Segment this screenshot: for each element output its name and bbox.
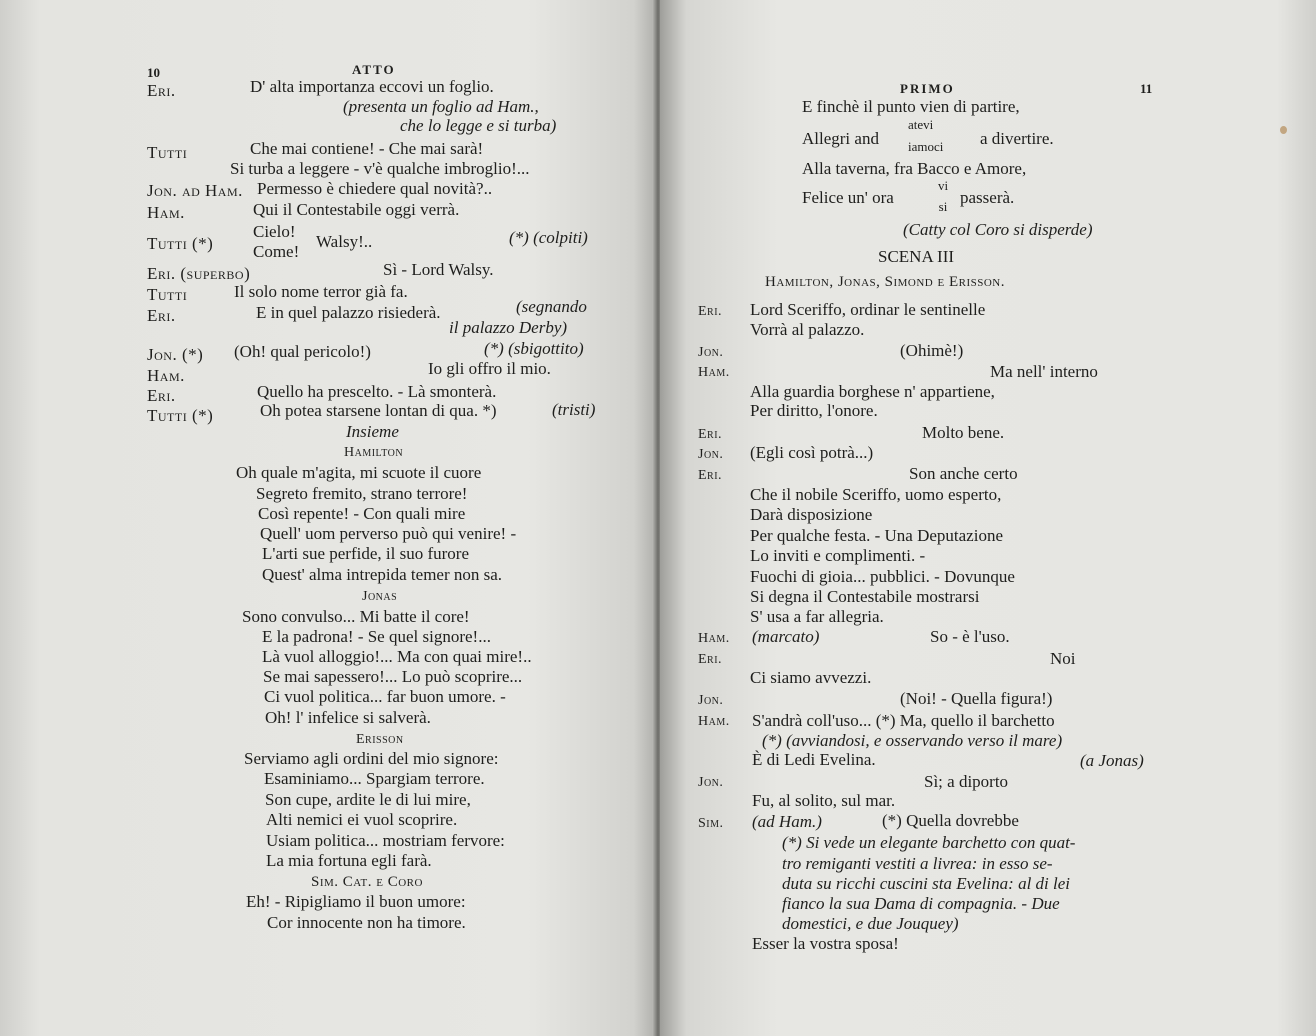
footnote-line: duta su ricchi cuscini sta Evelina: al di lei xyxy=(782,874,1071,893)
verse-line: Che il nobile Sceriffo, uomo esperto, xyxy=(750,485,1002,504)
verse-line: Quello ha prescelto. - Là smonterà. xyxy=(257,382,497,401)
verse-line: Alti nemici ei vuol scoprire. xyxy=(266,810,458,829)
verse-line: Lord Sceriffo, ordinar le sentinelle xyxy=(750,300,986,319)
verse-line: Sì - Lord Walsy. xyxy=(383,260,494,279)
speaker: Eri. (superbo) xyxy=(147,264,251,283)
stage-direction: (Catty col Coro si disperde) xyxy=(903,220,1093,239)
speaker: Jon. (*) xyxy=(147,345,204,364)
verse-line: (Oh! qual pericolo!) xyxy=(234,342,371,361)
footnote-line: domestici, e due Jouquey) xyxy=(782,914,959,933)
stage-direction: (segnando xyxy=(516,297,587,316)
running-header: PRIMO xyxy=(900,81,955,96)
verse-line: D' alta importanza eccovi un foglio. xyxy=(250,77,494,96)
speaker: Ham. xyxy=(147,203,185,222)
verse-line: Alla guardia borghese n' appartiene, xyxy=(750,382,995,401)
verse-line: Per diritto, l'onore. xyxy=(750,401,878,420)
verse-line: Eh! - Ripigliamo il buon umore: xyxy=(246,892,466,911)
character-name: Jonas xyxy=(362,589,398,604)
verse-line: Lo inviti e complimenti. - xyxy=(750,546,926,565)
stage-direction: (*) (colpiti) xyxy=(509,228,588,247)
verse-line: L'arti sue perfide, il suo furore xyxy=(262,544,469,563)
verse-line: Il solo nome terror già fa. xyxy=(234,282,408,301)
verse-line: Darà disposizione xyxy=(750,505,873,524)
verse-line: Esaminiamo... Spargiam terrore. xyxy=(264,769,485,788)
speaker: Jon. xyxy=(698,447,724,462)
verse-line: (Noi! - Quella figura!) xyxy=(900,689,1053,708)
verse-line: Segreto fremito, strano terrore! xyxy=(256,484,468,503)
verse-line: E in quel palazzo risiederà. xyxy=(256,303,441,322)
foxing-spot xyxy=(1280,126,1287,134)
stage-direction: (marcato) xyxy=(752,627,820,646)
page-number: 11 xyxy=(1140,81,1153,96)
speaker: Eri. xyxy=(698,427,723,442)
scene-characters: Hamilton, Jonas, Simond e Erisson. xyxy=(765,274,1005,290)
speaker: Sim. xyxy=(698,816,724,831)
stage-direction: (tristi) xyxy=(552,400,596,419)
verse-line: Fuochi di gioia... pubblici. - Dovunque xyxy=(750,567,1015,586)
verse-line: Oh! l' infelice si salverà. xyxy=(265,708,431,727)
stage-direction: il palazzo Derby) xyxy=(449,318,568,337)
verse-line: passerà. xyxy=(960,188,1015,207)
verse-line: Cor innocente non ha timore. xyxy=(267,913,466,932)
stage-direction: che lo legge e si turba) xyxy=(400,116,557,135)
speaker: Ham. xyxy=(698,714,730,729)
verse-line: Vorrà al palazzo. xyxy=(750,320,865,339)
verse-line: Quell' uom perverso può qui venire! - xyxy=(260,524,517,543)
verse-line: Noi xyxy=(1050,649,1076,668)
stage-direction: (*) (sbigottito) xyxy=(484,339,584,358)
verse-line: Così repente! - Con quali mire xyxy=(258,504,466,523)
verse-line: Qui il Contestabile oggi verrà. xyxy=(253,200,460,219)
verse-line: Io gli offro il mio. xyxy=(428,359,551,378)
footnote-line: fianco la sua Dama di compagnia. - Due xyxy=(782,894,1060,913)
verse-line: (Egli così potrà...) xyxy=(750,443,874,462)
verse-line: vi xyxy=(937,178,949,193)
verse-line: Molto bene. xyxy=(922,423,1005,442)
right-page xyxy=(660,0,1316,1036)
verse-line: S' usa a far allegria. xyxy=(750,607,884,626)
speaker: Jon. ad Ham. xyxy=(147,181,243,200)
verse-line: È di Ledi Evelina. xyxy=(752,750,876,769)
verse-line: Sì; a diporto xyxy=(924,772,1009,791)
verse-line: Alla taverna, fra Bacco e Amore, xyxy=(802,159,1027,178)
verse-line: Si turba a leggere - v'è qualche imbroglio!... xyxy=(230,159,530,178)
speaker: Eri. xyxy=(147,81,176,100)
speaker: Jon. xyxy=(698,693,724,708)
verse-line: La mia fortuna egli farà. xyxy=(266,851,432,870)
speaker: Tutti (*) xyxy=(147,406,214,425)
verse-line: (*) Quella dovrebbe xyxy=(882,811,1019,830)
verse-line: Ci siamo avvezzi. xyxy=(750,668,872,687)
verse-line: iamoci xyxy=(908,139,944,154)
verse-line: (Ohimè!) xyxy=(900,341,964,360)
speaker: Jon. xyxy=(698,345,724,360)
verse-line: Oh potea starsene lontan di qua. *) xyxy=(260,401,497,420)
verse-line: Come! xyxy=(253,242,300,261)
verse-line: Sono convulso... Mi batte il core! xyxy=(242,607,470,626)
section-label: Insieme xyxy=(346,422,399,441)
verse-line: Cielo! xyxy=(253,222,296,241)
footnote-line: (*) Si vede un elegante barchetto con quat- xyxy=(782,833,1076,852)
speaker: Eri. xyxy=(147,386,176,405)
speaker: Tutti (*) xyxy=(147,234,214,253)
verse-line: a divertire. xyxy=(980,129,1054,148)
verse-line: Son cupe, ardite le di lui mire, xyxy=(265,790,471,809)
verse-line: S'andrà coll'uso... (*) Ma, quello il barchetto xyxy=(752,711,1055,730)
verse-line: si xyxy=(938,199,948,214)
stage-direction: (presenta un foglio ad Ham., xyxy=(343,97,539,116)
verse-line: Usiam politica... mostriam fervore: xyxy=(266,831,505,850)
character-name: Sim. Cat. e Coro xyxy=(311,874,423,890)
speaker: Tutti xyxy=(147,285,188,304)
character-name: Erisson xyxy=(356,732,404,747)
verse-line: Se mai sapessero!... Lo può scoprire... xyxy=(263,667,523,686)
verse-line: atevi xyxy=(908,117,934,132)
page-number: 10 xyxy=(147,65,160,80)
verse-line: Permesso è chiedere qual novità?.. xyxy=(257,179,493,198)
running-header: ATTO xyxy=(352,62,396,77)
verse-line: Esser la vostra sposa! xyxy=(752,934,899,953)
verse-line: Oh quale m'agita, mi scuote il cuore xyxy=(236,463,482,482)
verse-line: Là vuol alloggio!... Ma con quai mire!.. xyxy=(262,647,532,666)
verse-line: Ci vuol politica... far buon umore. - xyxy=(264,687,506,706)
verse-line: So - è l'uso. xyxy=(930,627,1010,646)
character-name: Hamilton xyxy=(344,445,404,460)
speaker: Ham. xyxy=(698,631,730,646)
speaker: Ham. xyxy=(147,366,185,385)
verse-line: E la padrona! - Se quel signore!... xyxy=(262,627,491,646)
stage-direction: (a Jonas) xyxy=(1080,751,1144,770)
stage-direction: (ad Ham.) xyxy=(752,812,822,831)
speaker: Eri. xyxy=(698,652,723,667)
verse-line: Si degna il Contestabile mostrarsi xyxy=(750,587,980,606)
verse-line: Quest' alma intrepida temer non sa. xyxy=(262,565,503,584)
verse-line: Serviamo agli ordini del mio signore: xyxy=(244,749,499,768)
verse-line: Fu, al solito, sul mar. xyxy=(752,791,896,810)
verse-line: Felice un' ora xyxy=(802,188,894,207)
verse-line: Walsy!.. xyxy=(316,232,373,251)
scene-title: SCENA III xyxy=(878,247,955,266)
verse-line: Per qualche festa. - Una Deputazione xyxy=(750,526,1003,545)
verse-line: E finchè il punto vien di partire, xyxy=(802,97,1020,116)
stage-direction: (*) (avviandosi, e osservando verso il mare) xyxy=(762,731,1063,750)
verse-line: Allegri and xyxy=(802,129,879,148)
speaker: Eri. xyxy=(698,304,723,319)
verse-line: Che mai contiene! - Che mai sarà! xyxy=(250,139,484,158)
speaker: Eri. xyxy=(147,306,176,325)
speaker: Ham. xyxy=(698,365,730,380)
verse-line: Son anche certo xyxy=(909,464,1018,483)
speaker: Tutti xyxy=(147,143,188,162)
speaker: Jon. xyxy=(698,775,724,790)
verse-line: Ma nell' interno xyxy=(990,362,1098,381)
speaker: Eri. xyxy=(698,468,723,483)
footnote-line: tro remiganti vestiti a livrea: in esso se- xyxy=(782,854,1053,873)
